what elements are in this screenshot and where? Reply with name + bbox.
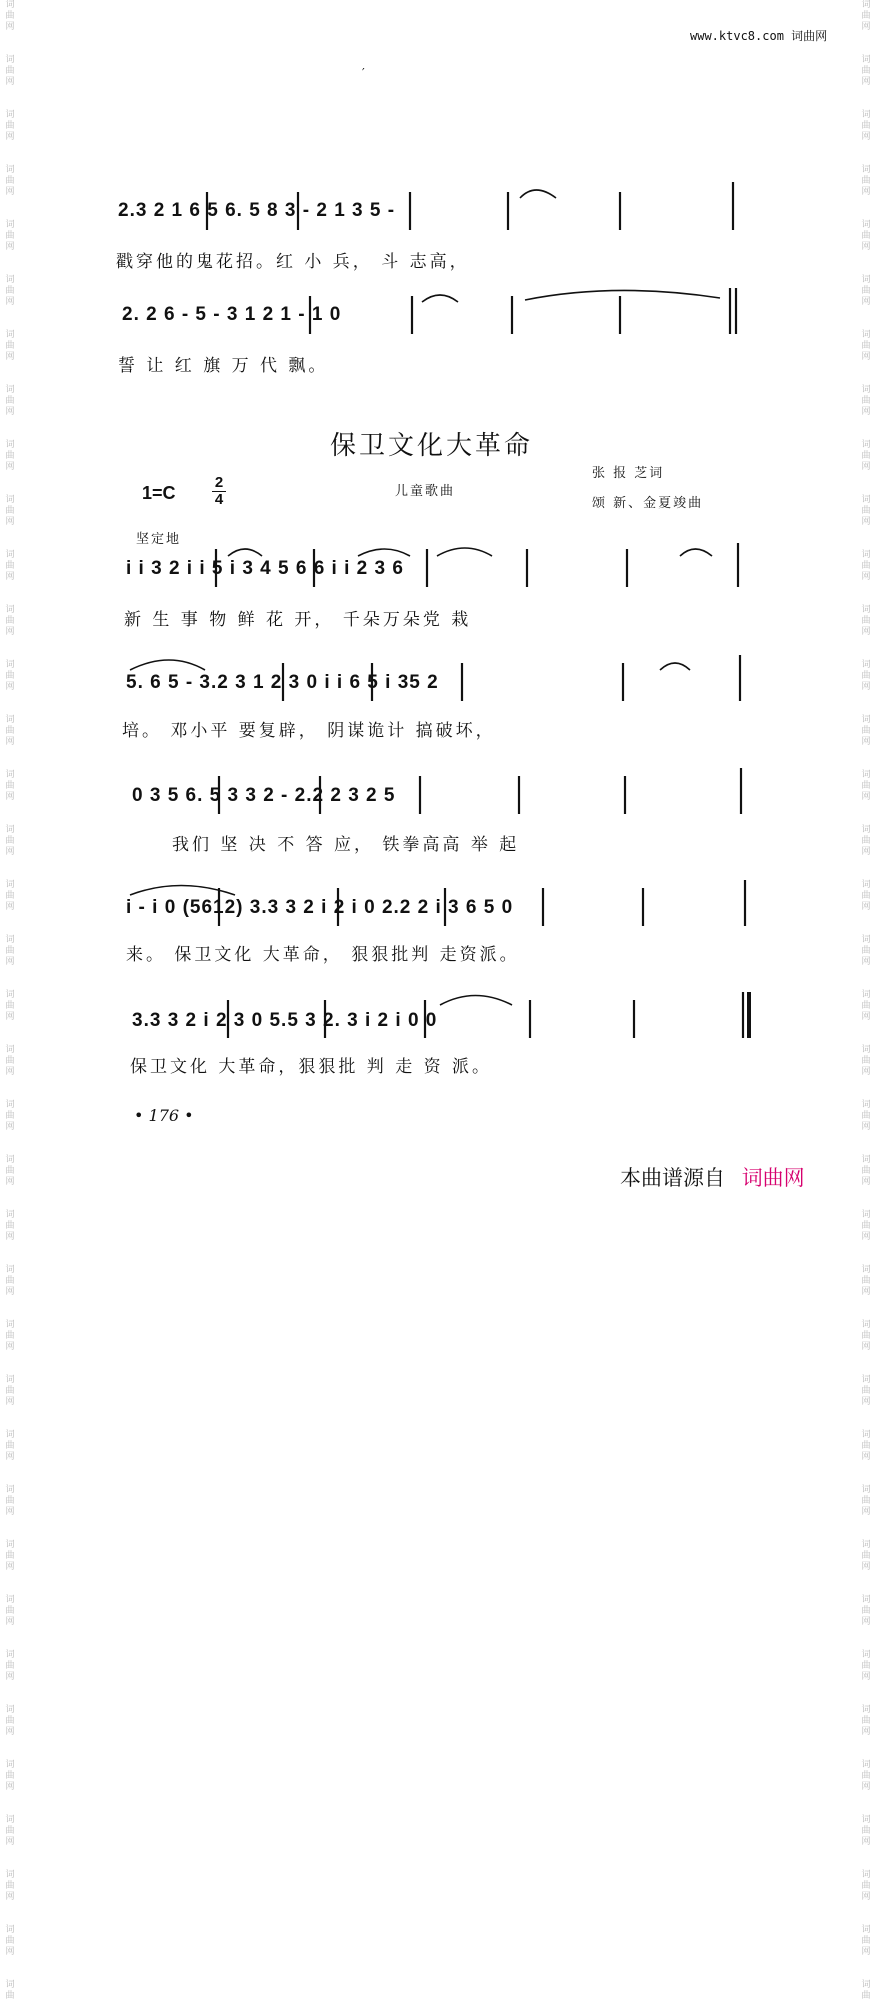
watermark-glyph: 曲	[861, 451, 871, 461]
watermark-glyph: 曲	[861, 1716, 871, 1726]
watermark-glyph: 词	[861, 1925, 871, 1935]
watermark-glyph: 网	[861, 187, 871, 197]
watermark-glyph: 词	[5, 275, 15, 285]
watermark-glyph: 词	[5, 1870, 15, 1880]
lyrics-row: 我们 坚 决 不 答 应， 铁拳高高 举 起	[172, 835, 520, 855]
footer-brand-link[interactable]: 词曲网	[741, 1166, 805, 1190]
header-url-text[interactable]: www.ktvc8.com	[690, 29, 784, 43]
watermark-glyph: 词	[5, 1595, 15, 1605]
page-number: • 176 •	[134, 1106, 194, 1125]
watermark-glyph: 词	[5, 935, 15, 945]
watermark-glyph: 曲	[861, 1276, 871, 1286]
watermark-glyph: 网	[5, 407, 15, 417]
watermark-glyph: 曲	[5, 1056, 15, 1066]
song-title: 保卫文化大革命	[330, 431, 534, 461]
watermark-glyph: 网	[5, 132, 15, 142]
watermark-glyph: 网	[861, 792, 871, 802]
watermark-glyph: 曲	[5, 396, 15, 406]
watermark-glyph: 曲	[861, 1606, 871, 1616]
watermark-glyph: 词	[5, 825, 15, 835]
watermark-glyph: 网	[5, 1177, 15, 1187]
watermark-glyph: 词	[861, 1430, 871, 1440]
header-site-name: 词曲网	[791, 29, 828, 43]
watermark-glyph: 词	[861, 935, 871, 945]
watermark-glyph: 曲	[5, 1551, 15, 1561]
tempo-marking: 坚定地	[136, 532, 182, 547]
watermark-glyph: 网	[5, 1837, 15, 1847]
watermark-glyph: 词	[861, 220, 871, 230]
watermark-glyph: 曲	[5, 946, 15, 956]
source-footer[interactable]	[620, 1162, 805, 1192]
watermark-glyph: 网	[5, 1232, 15, 1242]
watermark-glyph: 曲	[861, 1496, 871, 1506]
watermark-glyph: 曲	[861, 781, 871, 791]
watermark-glyph: 曲	[5, 671, 15, 681]
watermark-glyph: 曲	[5, 836, 15, 846]
watermark-glyph: 网	[5, 957, 15, 967]
watermark-glyph: 曲	[5, 1661, 15, 1671]
time-signature-top: 2	[214, 474, 224, 491]
watermark-glyph: 曲	[5, 1276, 15, 1286]
watermark-glyph: 网	[5, 517, 15, 527]
watermark-glyph: 曲	[861, 1771, 871, 1781]
watermark-glyph: 词	[861, 1815, 871, 1825]
watermark-glyph: 词	[5, 660, 15, 670]
lyrics-row: 保卫文化 大革命，狠狠批 判 走 资 派。	[130, 1057, 493, 1077]
composer-credit: 颂 新、金夏竣曲	[592, 496, 704, 511]
watermark-glyph: 曲	[861, 11, 871, 21]
watermark-glyph: 曲	[861, 671, 871, 681]
watermark-glyph: 词	[5, 1980, 15, 1990]
watermark-glyph: 词	[5, 1815, 15, 1825]
watermark-glyph: 网	[5, 1287, 15, 1297]
watermark-glyph: 网	[861, 1012, 871, 1022]
watermark-glyph: 网	[5, 352, 15, 362]
watermark-glyph: 词	[861, 330, 871, 340]
watermark-glyph: 曲	[861, 286, 871, 296]
watermark-glyph: 曲	[861, 121, 871, 131]
watermark-glyph: 词	[861, 1595, 871, 1605]
watermark-glyph: 曲	[5, 176, 15, 186]
watermark-glyph: 词	[5, 0, 15, 10]
watermark-glyph: 曲	[861, 341, 871, 351]
watermark-glyph: 词	[861, 1320, 871, 1330]
watermark-glyph: 网	[5, 1012, 15, 1022]
watermark-glyph: 网	[861, 737, 871, 747]
watermark-glyph: 网	[5, 627, 15, 637]
watermark-glyph: 词	[861, 165, 871, 175]
watermark-glyph: 网	[5, 737, 15, 747]
watermark-glyph: 网	[861, 462, 871, 472]
watermark-glyph: 网	[861, 22, 871, 32]
watermark-glyph: 曲	[861, 1331, 871, 1341]
watermark-glyph: 网	[861, 1507, 871, 1517]
watermark-glyph: 词	[5, 1650, 15, 1660]
watermark-glyph: 词	[5, 110, 15, 120]
watermark-glyph: 网	[5, 792, 15, 802]
watermark-glyph: 词	[5, 990, 15, 1000]
watermark-glyph: 网	[861, 1067, 871, 1077]
watermark-glyph: 网	[5, 1452, 15, 1462]
lyricist-credit: 张 报 芝词	[592, 466, 665, 481]
watermark-glyph: 词	[5, 55, 15, 65]
watermark-glyph: 网	[5, 1947, 15, 1957]
watermark-glyph: 曲	[861, 1386, 871, 1396]
watermark-glyph: 词	[861, 495, 871, 505]
watermark-glyph: 网	[861, 682, 871, 692]
watermark-glyph: 网	[861, 1892, 871, 1902]
watermark-glyph: 曲	[861, 506, 871, 516]
watermark-glyph: 曲	[5, 11, 15, 21]
watermark-glyph: 曲	[5, 451, 15, 461]
watermark-glyph: 词	[5, 1925, 15, 1935]
watermark-glyph: 网	[861, 242, 871, 252]
watermark-glyph: 词	[5, 330, 15, 340]
watermark-glyph: 曲	[861, 1551, 871, 1561]
watermark-glyph: 词	[861, 990, 871, 1000]
watermark-glyph: 词	[861, 880, 871, 890]
watermark-glyph: 曲	[861, 946, 871, 956]
watermark-glyph: 网	[861, 847, 871, 857]
watermark-glyph: 词	[5, 1485, 15, 1495]
score-row: 5. 6 5 - 3.2 3 1 2 3 0 i i 6 5 i 35 2	[126, 672, 439, 693]
watermark-glyph: 曲	[5, 66, 15, 76]
watermark-glyph: 曲	[861, 836, 871, 846]
watermark-glyph: 网	[861, 572, 871, 582]
watermark-glyph: 曲	[5, 1496, 15, 1506]
watermark-glyph: 曲	[5, 286, 15, 296]
watermark-glyph: 网	[5, 1782, 15, 1792]
watermark-glyph: 曲	[5, 341, 15, 351]
watermark-glyph: 词	[861, 55, 871, 65]
watermark-glyph: 词	[5, 1760, 15, 1770]
watermark-glyph: 网	[861, 1562, 871, 1572]
watermark-glyph: 网	[861, 352, 871, 362]
watermark-glyph: 词	[5, 605, 15, 615]
watermark-glyph: 网	[861, 902, 871, 912]
watermark-glyph: 网	[861, 1287, 871, 1297]
watermark-glyph: 词	[861, 1210, 871, 1220]
watermark-glyph: 曲	[861, 176, 871, 186]
watermark-glyph: 词	[861, 550, 871, 560]
watermark-glyph: 网	[5, 1727, 15, 1737]
lyrics-row: 誓 让 红 旗 万 代 飘。	[118, 356, 329, 376]
footer-prefix: 本曲谱源自	[620, 1166, 725, 1190]
watermark-glyph: 词	[5, 1375, 15, 1385]
watermark-glyph: 曲	[5, 506, 15, 516]
watermark-glyph: 网	[861, 1947, 871, 1957]
watermark-glyph: 网	[5, 1892, 15, 1902]
watermark-glyph: 曲	[5, 616, 15, 626]
watermark-glyph: 词	[861, 1760, 871, 1770]
watermark-glyph: 网	[861, 627, 871, 637]
watermark-glyph: 网	[5, 22, 15, 32]
watermark-glyph: 曲	[861, 1441, 871, 1451]
watermark-glyph: 曲	[5, 1606, 15, 1616]
watermark-glyph: 词	[5, 715, 15, 725]
score-row: 0 3 5 6. 5 3 3 2 - 2.2 2 3 2 5	[132, 785, 396, 806]
watermark-glyph: 词	[5, 1430, 15, 1440]
watermark-glyph: 词	[5, 1100, 15, 1110]
watermark-glyph: 词	[861, 1870, 871, 1880]
watermark-glyph: 曲	[861, 726, 871, 736]
watermark-glyph: 词	[5, 495, 15, 505]
watermark-glyph: 词	[861, 770, 871, 780]
watermark-glyph: 词	[5, 385, 15, 395]
watermark-glyph: 曲	[5, 1441, 15, 1451]
watermark-glyph: 曲	[861, 1111, 871, 1121]
watermark-glyph: 词	[861, 1100, 871, 1110]
watermark-glyph: 曲	[861, 1056, 871, 1066]
watermark-glyph: 词	[861, 1650, 871, 1660]
score-row: 2.3 2 1 6 5 6. 5 8 3 - 2 1 3 5 -	[118, 200, 396, 221]
watermark-glyph: 词	[5, 1265, 15, 1275]
watermark-glyph: 词	[5, 770, 15, 780]
watermark-glyph: 曲	[5, 1111, 15, 1121]
watermark-glyph: 网	[5, 1067, 15, 1077]
watermark-glyph: 词	[5, 220, 15, 230]
watermark-glyph: 曲	[5, 781, 15, 791]
watermark-glyph: 词	[861, 440, 871, 450]
lyrics-row: 戳穿他的鬼花招。红 小 兵， 斗 志高，	[116, 252, 470, 272]
score-row: i i 3 2 i i 5 i 3 4 5 6 6 i i 2 3 6	[126, 558, 404, 579]
watermark-glyph: 词	[5, 1155, 15, 1165]
watermark-glyph: 词	[5, 1320, 15, 1330]
watermark-glyph: 曲	[861, 1661, 871, 1671]
watermark-glyph: 曲	[5, 1936, 15, 1946]
watermark-glyph: 曲	[861, 1936, 871, 1946]
watermark-glyph: 曲	[5, 1386, 15, 1396]
time-signature-bottom: 4	[214, 491, 224, 508]
watermark-glyph: 网	[5, 682, 15, 692]
watermark-glyph: 网	[5, 1342, 15, 1352]
watermark-glyph: 网	[861, 1452, 871, 1462]
watermark-glyph: 曲	[861, 231, 871, 241]
watermark-glyph: 网	[861, 1837, 871, 1847]
watermark-glyph: 曲	[5, 1716, 15, 1726]
watermark-glyph: 曲	[5, 1881, 15, 1891]
watermark-glyph: 网	[861, 1672, 871, 1682]
watermark-glyph: 网	[5, 902, 15, 912]
score-row: 2. 2 6 - 5 - 3 1 2 1 - 1 0	[122, 304, 342, 325]
watermark-glyph: 网	[5, 1397, 15, 1407]
watermark-glyph: 曲	[5, 726, 15, 736]
watermark-glyph: 网	[861, 1727, 871, 1737]
watermark-glyph: 网	[5, 1617, 15, 1627]
lyrics-row: 新 生 事 物 鲜 花 开， 千朵万朵党 栽	[124, 610, 472, 630]
time-signature	[212, 476, 226, 507]
watermark-glyph: 词	[861, 110, 871, 120]
watermark-glyph: 词	[5, 1540, 15, 1550]
watermark-glyph: 网	[861, 957, 871, 967]
watermark-glyph: 曲	[861, 891, 871, 901]
watermark-glyph: 曲	[861, 1881, 871, 1891]
watermark-glyph: 词	[861, 0, 871, 10]
watermark-glyph: 曲	[861, 1001, 871, 1011]
score-row: i - i 0 (5612) 3.3 3 2 i 2 i 0 2.2 2 i 3 6 5 0	[126, 897, 514, 918]
score-row: 3.3 3 2 i 2 3 0 5.5 3 2. 3 i 2 i 0 0	[132, 1010, 438, 1031]
watermark-glyph: 词	[861, 1375, 871, 1385]
watermark-glyph: 网	[5, 1562, 15, 1572]
watermark-glyph: 曲	[5, 231, 15, 241]
watermark-glyph: 网	[5, 1507, 15, 1517]
watermark-glyph: 曲	[861, 1826, 871, 1836]
watermark-glyph: 网	[5, 462, 15, 472]
watermark-glyph: 网	[5, 242, 15, 252]
watermark-glyph: 曲	[5, 1221, 15, 1231]
watermark-glyph: 词	[861, 1265, 871, 1275]
watermark-glyph: 网	[861, 1782, 871, 1792]
watermark-glyph: 网	[5, 1122, 15, 1132]
watermark-glyph: 曲	[5, 121, 15, 131]
watermark-glyph: 网	[861, 77, 871, 87]
watermark-glyph: 曲	[861, 616, 871, 626]
lyrics-row: 培。 邓小平 要复辟， 阴谋诡计 搞破坏，	[122, 721, 496, 741]
watermark-glyph: 词	[861, 1705, 871, 1715]
watermark-glyph: 网	[5, 297, 15, 307]
watermark-glyph: 网	[861, 1617, 871, 1627]
stray-mark: ′	[362, 66, 365, 80]
watermark-glyph: 词	[861, 1045, 871, 1055]
watermark-glyph: 网	[5, 1672, 15, 1682]
watermark-glyph: 词	[5, 1210, 15, 1220]
watermark-glyph: 网	[861, 1177, 871, 1187]
watermark-glyph: 曲	[861, 1221, 871, 1231]
watermark-glyph: 词	[861, 1980, 871, 1990]
watermark-glyph: 网	[861, 1397, 871, 1407]
watermark-glyph: 曲	[861, 396, 871, 406]
watermark-glyph: 网	[861, 1122, 871, 1132]
watermark-glyph: 网	[5, 847, 15, 857]
watermark-glyph: 词	[5, 550, 15, 560]
watermark-glyph: 曲	[5, 1826, 15, 1836]
watermark-glyph: 词	[861, 660, 871, 670]
watermark-glyph: 网	[861, 517, 871, 527]
watermark-glyph: 词	[5, 1705, 15, 1715]
song-genre: 儿童歌曲	[395, 484, 456, 499]
watermark-glyph: 曲	[5, 1331, 15, 1341]
key-signature: 1=C	[142, 483, 176, 503]
watermark-glyph: 网	[861, 297, 871, 307]
watermark-glyph: 词	[861, 825, 871, 835]
watermark-glyph: 网	[861, 1342, 871, 1352]
watermark-glyph: 网	[861, 1232, 871, 1242]
watermark-glyph: 曲	[5, 1991, 15, 2001]
watermark-glyph: 网	[5, 187, 15, 197]
watermark-glyph: 词	[861, 1155, 871, 1165]
watermark-glyph: 词	[861, 275, 871, 285]
watermark-glyph: 词	[861, 1540, 871, 1550]
watermark-glyph: 网	[5, 77, 15, 87]
watermark-glyph: 词	[861, 1485, 871, 1495]
watermark-glyph: 词	[861, 605, 871, 615]
watermark-glyph: 曲	[861, 66, 871, 76]
watermark-glyph: 曲	[861, 561, 871, 571]
watermark-glyph: 曲	[5, 1001, 15, 1011]
watermark-glyph: 网	[5, 572, 15, 582]
watermark-glyph: 曲	[861, 1991, 871, 2001]
watermark-glyph: 词	[5, 440, 15, 450]
watermark-glyph: 词	[5, 165, 15, 175]
watermark-glyph: 网	[861, 132, 871, 142]
watermark-glyph: 曲	[861, 1166, 871, 1176]
watermark-glyph: 曲	[5, 561, 15, 571]
watermark-glyph: 词	[5, 880, 15, 890]
watermark-glyph: 词	[861, 385, 871, 395]
watermark-glyph: 词	[861, 715, 871, 725]
watermark-glyph: 曲	[5, 1166, 15, 1176]
lyrics-row: 来。 保卫文化 大革命， 狠狠批判 走资派。	[126, 945, 520, 965]
watermark-glyph: 词	[5, 1045, 15, 1055]
watermark-glyph: 网	[861, 407, 871, 417]
watermark-glyph: 曲	[5, 1771, 15, 1781]
watermark-glyph: 曲	[5, 891, 15, 901]
